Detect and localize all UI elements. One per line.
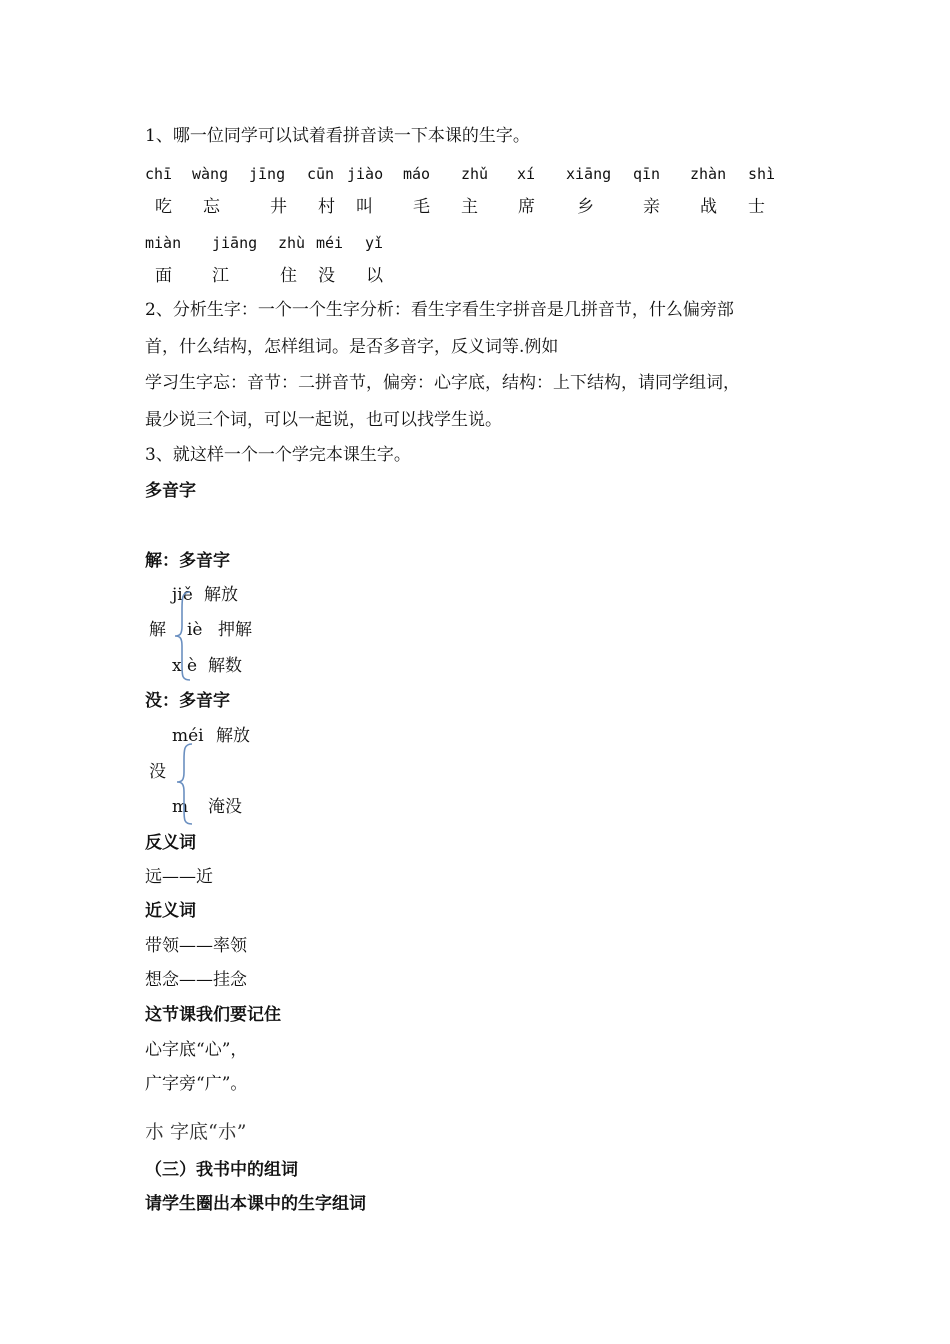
jie-pinyin-3: x è xyxy=(172,656,198,676)
pinyin-jiao: jiào xyxy=(347,165,384,183)
example-line-2: 最少说三个词，可以一起说，也可以找学生说。 xyxy=(145,410,502,430)
antonym-pair: 远——近 xyxy=(145,867,213,887)
pinyin-mian: miàn xyxy=(145,234,182,252)
question-2-cont: 首，什么结构，怎样组词。是否多音字，反义词等.例如 xyxy=(145,337,559,357)
mei-char: 没 xyxy=(149,762,166,782)
hanzi-mei: 没 xyxy=(318,266,335,286)
remember-line-1: 心字底“心”， xyxy=(145,1040,248,1060)
mei-pinyin-1: méi xyxy=(172,726,204,746)
jie-word-2: 押解 xyxy=(218,620,252,640)
pinyin-yi: yǐ xyxy=(365,234,384,252)
heading-section-3: （三）我书中的组词 xyxy=(145,1160,298,1180)
curly-brace-jie xyxy=(172,590,194,682)
heading-jie: 解：多音字 xyxy=(145,551,230,571)
hanzi-jing: 井 xyxy=(270,197,287,217)
curly-brace-mei xyxy=(174,742,196,826)
hanzi-shi: 士 xyxy=(748,197,765,217)
pinyin-xi: xí xyxy=(517,165,536,183)
heading-jinyici: 近义词 xyxy=(145,901,196,921)
question-3: 3、就这样一个一个学完本课生字。 xyxy=(145,445,411,465)
pinyin-jiang: jiāng xyxy=(212,234,258,252)
hanzi-mao: 毛 xyxy=(413,197,430,217)
hanzi-cun: 村 xyxy=(318,197,335,217)
pinyin-shi: shì xyxy=(748,165,776,183)
hanzi-jiao: 叫 xyxy=(356,197,373,217)
jie-char: 解 xyxy=(149,620,166,640)
question-2: 2、分析生字：一个一个生字分析：看生字看生字拼音是几拼音节，什么偏旁部 xyxy=(145,300,734,320)
synonym-pair-1: 带领——率领 xyxy=(145,936,247,956)
instruction-circle-words: 请学生圈出本课中的生字组词 xyxy=(145,1194,366,1214)
jie-pinyin-1: jiě xyxy=(172,585,193,605)
heading-duoyinzi: 多音字 xyxy=(145,481,196,501)
pinyin-wang: wàng xyxy=(192,165,229,183)
heading-mei: 没：多音字 xyxy=(145,691,230,711)
pinyin-xiang: xiāng xyxy=(566,165,612,183)
heading-remember: 这节课我们要记住 xyxy=(145,1005,281,1025)
pinyin-chi: chī xyxy=(145,165,173,183)
hanzi-chi: 吃 xyxy=(155,197,172,217)
pinyin-mao: máo xyxy=(403,165,431,183)
hanzi-jiang: 江 xyxy=(212,266,229,286)
jie-pinyin-2: iè xyxy=(187,620,203,640)
mu-radical-line: 朩 字底“朩” xyxy=(145,1121,247,1143)
hanzi-yi: 以 xyxy=(366,266,383,286)
hanzi-wang: 忘 xyxy=(203,197,220,217)
pinyin-zhan: zhàn xyxy=(690,165,727,183)
pinyin-jing: jīng xyxy=(249,165,286,183)
hanzi-xi: 席 xyxy=(518,197,535,217)
jie-word-3: 解数 xyxy=(208,656,242,676)
hanzi-zhu2: 住 xyxy=(280,266,297,286)
hanzi-qin: 亲 xyxy=(643,197,660,217)
synonym-pair-2: 想念——挂念 xyxy=(145,970,247,990)
hanzi-zhu: 主 xyxy=(461,197,478,217)
hanzi-mian: 面 xyxy=(155,266,172,286)
hanzi-zhan: 战 xyxy=(700,197,717,217)
heading-fanyici: 反义词 xyxy=(145,833,196,853)
pinyin-qin: qīn xyxy=(633,165,661,183)
mei-word-1: 解放 xyxy=(216,726,250,746)
pinyin-zhu2: zhù xyxy=(278,234,306,252)
pinyin-mei: méi xyxy=(316,234,344,252)
hanzi-xiang: 乡 xyxy=(577,197,594,217)
pinyin-zhu: zhǔ xyxy=(461,165,489,183)
remember-line-2: 广字旁“广”。 xyxy=(145,1074,248,1094)
mei-word-2: 淹没 xyxy=(208,797,242,817)
mei-pinyin-2: m xyxy=(172,797,189,817)
jie-word-1: 解放 xyxy=(204,585,238,605)
example-line-1: 学习生字忘：音节：二拼音节，偏旁：心字底，结构：上下结构，请同学组词， xyxy=(145,373,740,393)
question-1: 1、哪一位同学可以试着看拼音读一下本课的生字。 xyxy=(145,126,530,146)
pinyin-cun: cūn xyxy=(307,165,335,183)
